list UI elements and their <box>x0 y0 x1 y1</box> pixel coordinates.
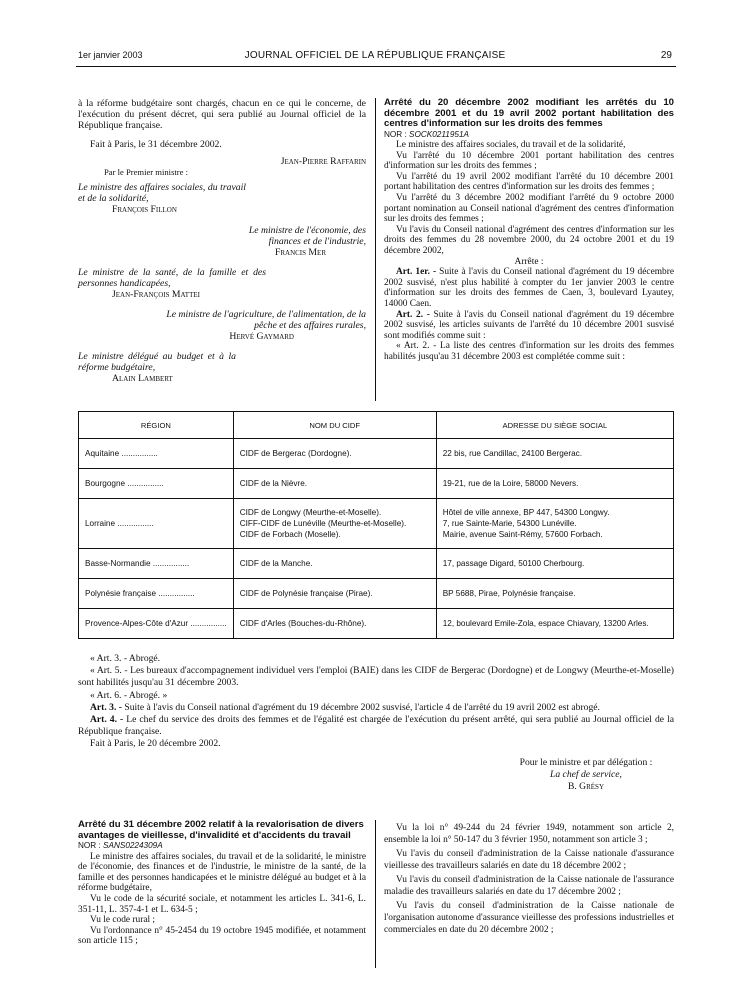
table-row <box>79 439 674 469</box>
table-cell-adresse: 12, boulevard Emile-Zola, espace Chiavary, 13200 Arles. <box>436 609 673 639</box>
minister-1-name: François Fillon <box>112 204 177 215</box>
table-cell-region: Polynésie française ................ <box>79 579 234 609</box>
cidf-table <box>78 411 674 639</box>
table-header-row <box>79 412 674 439</box>
arrete-31-dec-right-column <box>384 822 674 936</box>
table-cell-nom: CIDF de Polynésie française (Pirae). <box>233 579 436 609</box>
arrete-31-dec-p1: Le ministre des affaires sociales, du travail et de la solidarité, le ministre de l'économie, des finances et de l'industrie, le ministre de la santé, de la famille et des personnes handicapées et le ministre délégué au budget et à la réforme budgétaire, <box>78 851 366 894</box>
minister-2-role: Le ministre de l'économie, des finances et de l'industrie, <box>248 225 366 247</box>
column-separator-top <box>375 98 376 401</box>
table-cell-adresse: 19-21, rue de la Loire, 58000 Nevers. <box>436 469 673 499</box>
arrete-31-dec-nor: NOR : SANS0224309A <box>78 841 163 850</box>
signature-line-2: La chef de service, <box>550 768 622 780</box>
arrete-31-dec-column <box>78 820 366 947</box>
arrete-31-dec-p2: Vu le code de la sécurité sociale, et notamment les articles L. 341-6, L. 351-11, L. 357-4-1 et L. 634-5 ; <box>78 893 366 915</box>
minister-4-name: Hervé Gaymard <box>229 331 294 342</box>
table-header-nom: NOM DU CIDF <box>233 412 436 439</box>
arrete-20-dec-art2: Art. 2. - Suite à l'avis du Conseil national d'agrément du 19 décembre 2002 susvisé, les articles suivants de l'arrêté du 10 décembre 2001 susvisé sont modifiés comme suit : <box>384 309 674 341</box>
table-cell-nom: CIDF d'Arles (Bouches-du-Rhône). <box>233 609 436 639</box>
minister-4-role: Le ministre de l'agriculture, de l'alimentation, de la pêche et des affaires rurales, <box>166 309 366 331</box>
minister-3-name: Jean-François Mattei <box>112 289 200 300</box>
minister-2-name: Francis Mer <box>274 247 326 258</box>
table-row <box>79 579 674 609</box>
arrete-20-dec-art3: Art. 3. - Suite à l'avis du Conseil national d'agrément du 19 décembre 2002 susvisé, l'article 4 de l'arrêté du 19 avril 2002 est abrogé. <box>90 701 600 713</box>
arrete-20-dec-art4: Art. 4. - Le chef du service des droits des femmes et de l'égalité est chargée de l'exécution du présent arrêté, qui sera publié au Journal officiel de la République française. <box>78 714 674 738</box>
arrete-20-dec-p4: Vu l'arrêté du 3 décembre 2002 modifiant l'arrêté du 9 octobre 2000 portant nomination au Conseil national d'agrément des centres d'information sur les droits des femmes ; <box>384 193 674 225</box>
minister-3-role: Le ministre de la santé, de la famille et des personnes handicapées, <box>78 267 266 289</box>
arrete-20-dec-p1: Le ministre des affaires sociales, du travail et de la solidarité, <box>396 140 626 151</box>
table-row <box>79 549 674 579</box>
art5-baie: « Art. 5. - Les bureaux d'accompagnement individuel vers l'emploi (BAIE) dans les CIDF de Bergerac (Dordogne) et de Longwy (Meurthe-et-Moselle) sont habilités jusqu'au 31 décembre 2003. <box>78 665 674 689</box>
arrete-20-dec-arrete: Arrête : <box>514 256 544 267</box>
arrete-20-dec-art2-quote: « Art. 2. - La liste des centres d'information sur les droits des femmes habilités jusqu'au 31 décembre 2003 est complétée comme suit : <box>384 341 674 362</box>
table-cell-adresse: Hôtel de ville annexe, BP 447, 54300 Longwy. 7, rue Sainte-Marie, 54300 Lunéville. Mairie, avenue Saint-Rémy, 57600 Forbach. <box>436 499 673 549</box>
signature-line-1: Pour le ministre et par délégation : <box>519 756 653 768</box>
arrete-31-dec-p3: Vu le code rural ; <box>90 915 156 926</box>
table-cell-adresse: 17, passage Digard, 50100 Cherbourg. <box>436 549 673 579</box>
arrete-20-dec-p3: Vu l'arrêté du 19 avril 2002 modifiant l'arrêté du 10 décembre 2001 portant habilitation des centres d'information sur les droits des femmes ; <box>384 171 674 193</box>
table-cell-region: Basse-Normandie ................ <box>79 549 234 579</box>
arrete-20-dec-nor: NOR : SOCK0211951A <box>384 129 469 139</box>
header-rule <box>76 66 676 67</box>
table-cell-region: Aquitaine ................ <box>79 439 234 469</box>
arrete-31-dec-r3: Vu l'avis du conseil d'administration de la Caisse nationale de l'assurance maladie des travailleurs salariés en date du 17 décembre 2002 ; <box>384 875 674 897</box>
art6-abroge: « Art. 6. - Abrogé. » <box>90 689 168 701</box>
pm-name: Jean-Pierre Raffarin <box>280 156 366 167</box>
minister-5-role: Le ministre délégué au budget et à la réforme budgétaire, <box>78 351 236 373</box>
arrete-20-dec-p2: Vu l'arrêté du 10 décembre 2001 portant habilitation des centres d'information sur les droits des femmes ; <box>384 150 674 172</box>
table-row <box>79 609 674 639</box>
signature-name: B. Grésy <box>567 781 605 793</box>
table-cell-region: Lorraine ................ <box>79 499 234 549</box>
arrete-31-dec-r4: Vu l'avis du conseil d'administration de la Caisse nationale de l'organisation autonome d'assurance vieillesse des professions industrielles et commerciales en date du 20 décembre 2002 ; <box>384 901 674 935</box>
table-header-region: RÉGION <box>79 412 234 439</box>
table-cell-nom: CIDF de la Nièvre. <box>233 469 436 499</box>
arrete-20-dec-art1: Art. 1er. - Suite à l'avis du Conseil national d'agrément du 19 décembre 2002 susvisé, n'est plus habilité à compter du 1er janvier 2003 le centre d'information sur les droits des femmes de Caen, 3, boulevard Lyautey, 14000 Caen. <box>384 267 674 309</box>
arrete-20-dec-p5: Vu l'avis du Conseil national d'agrément des centres d'information sur les droits des femmes du 28 novembre 2000, du 24 octobre 2001 et du 19 décembre 2002, <box>384 224 674 257</box>
arrete-20-dec-column <box>384 98 674 363</box>
decree-end-column <box>78 98 366 384</box>
header-date: 1er janvier 2003 <box>78 50 143 60</box>
after-table-section <box>78 653 674 793</box>
page-header <box>78 50 672 64</box>
arrete-31-dec-r1: Vu la loi n° 49-244 du 24 février 1949, notamment son article 2, ensemble la loi n° 50-147 du 3 février 1950, notamment son article 3 ; <box>384 823 674 845</box>
table-cell-adresse: 22 bis, rue Candillac, 24100 Bergerac. <box>436 439 673 469</box>
table-row <box>79 499 674 549</box>
header-page-number: 29 <box>660 50 672 61</box>
table-cell-adresse: BP 5688, Pirae, Polynésie française. <box>436 579 673 609</box>
signature-block <box>498 757 674 794</box>
table-row <box>79 469 674 499</box>
arrete-31-dec-title: Arrêté du 31 décembre 2002 relatif à la revalorisation de divers avantages de vieillesse, d'invalidité et d'accidents du travail <box>78 819 364 841</box>
table-cell-region: Bourgogne ................ <box>79 469 234 499</box>
column-separator-bottom <box>375 820 376 968</box>
art3-abroge: « Art. 3. - Abrogé. <box>90 653 161 664</box>
arrete-31-dec-r2: Vu l'avis du conseil d'administration de la Caisse nationale d'assurance vieillesse des travailleurs salariés en date du 18 décembre 2002 ; <box>384 849 674 871</box>
decree-done: Fait à Paris, le 31 décembre 2002. <box>90 139 222 150</box>
table-cell-nom: CIDF de la Manche. <box>233 549 436 579</box>
arrete-20-dec-title: Arrêté du 20 décembre 2002 modifiant les arrêtés du 10 décembre 2001 et du 19 avril 2002 portant habilitation des centres d'information sur les droits des femmes <box>384 97 674 129</box>
decree-intro: à la réforme budgétaire sont chargés, chacun en ce qui le concerne, de l'exécution du présent décret, qui sera publié au Journal officiel de la République française. <box>78 98 366 131</box>
par-premier-ministre: Par le Premier ministre : <box>104 167 189 177</box>
table-cell-nom: CIDF de Bergerac (Dordogne). <box>233 439 436 469</box>
arrete-31-dec-p4: Vu l'ordonnance n° 45-2454 du 19 octobre 1945 modifiée, et notamment son article 115 ; <box>78 925 366 947</box>
minister-5-name: Alain Lambert <box>112 373 173 384</box>
header-journal-title: JOURNAL OFFICIEL DE LA RÉPUBLIQUE FRANÇAISE <box>244 50 506 61</box>
arrete-20-dec-done: Fait à Paris, le 20 décembre 2002. <box>90 738 221 750</box>
cidf-table-body <box>79 439 674 639</box>
table-cell-region: Provence-Alpes-Côte d'Azur ................ <box>79 609 234 639</box>
minister-1-role: Le ministre des affaires sociales, du travail et de la solidarité, <box>78 182 246 204</box>
table-header-adresse: ADRESSE DU SIÈGE SOCIAL <box>436 412 673 439</box>
table-cell-nom: CIDF de Longwy (Meurthe-et-Moselle). CIFF-CIDF de Lunéville (Meurthe-et-Moselle). CIDF de Forbach (Moselle). <box>233 499 436 549</box>
